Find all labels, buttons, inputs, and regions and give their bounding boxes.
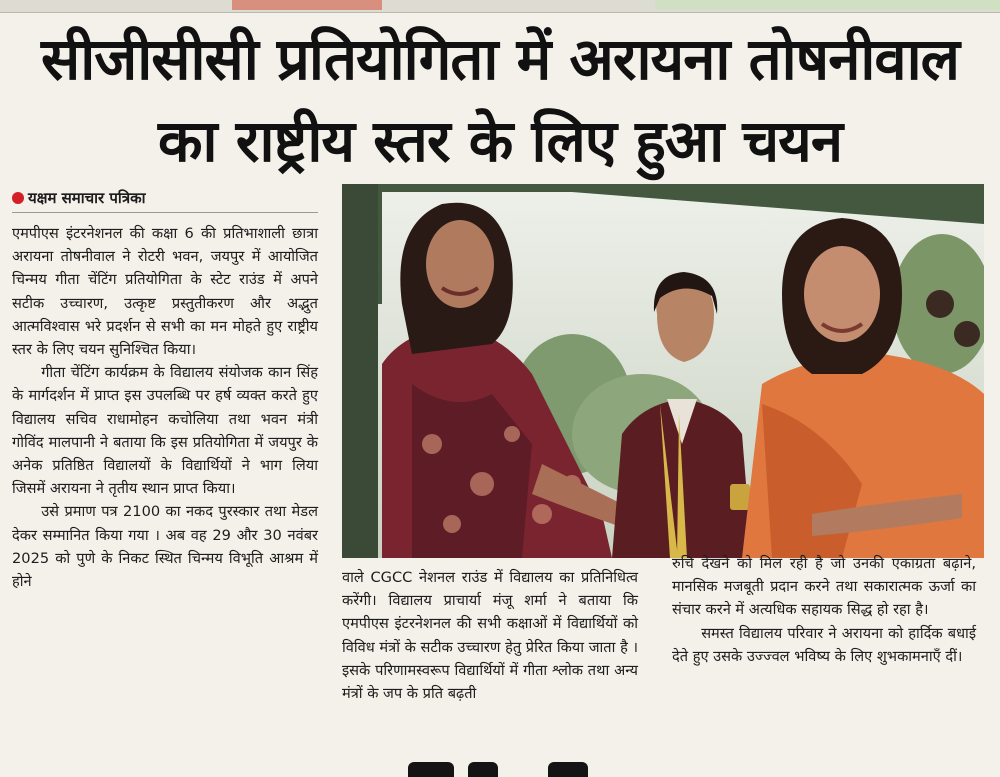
headline-line-2: का राष्ट्रीय स्तर के लिए हुआ चयन <box>157 107 843 175</box>
clipped-box-fragment <box>655 0 1000 10</box>
paragraph: उसे प्रमाण पत्र 2100 का नकद पुरस्कार तथा मेडल देकर सम्मानित किया गया । अब वह 29 और 30 नवंबर 2025 को पुणे के निकट स्थित चिन्मय विभूति आश्रम में होने <box>12 503 318 591</box>
paragraph: गीता चेंटिंग कार्यक्रम के विद्यालय संयोजक कान सिंह के मार्गदर्शन में प्राप्त इस उपलब्धि पर हर्ष व्यक्त करते हुए विद्यालय सचिव राधामोहन कचोलिया तथा भवन मंत्री गोविंद मालपानी ने बताया कि इस प्रतियोगिता में जयपुर के अनेक प्रतिष्ठित विद्यालयों के विद्यार्थियों ने भाग लिया जिसमें अरायना ने तृतीय स्थान प्राप्त किया। <box>12 364 318 498</box>
byline-source: यक्षम समाचार पत्रिका <box>28 189 146 207</box>
paragraph: रुचि देखने को मिल रही है जो उनकी एकाग्रता बढ़ाने, मानसिक मजबूती प्रदान करने तथा सकारात्मक ऊर्जा का संचार करने में अत्यधिक सहायक सिद्ध हो रहा है। <box>672 555 976 619</box>
article-column-3 <box>672 552 976 668</box>
paragraph: समस्त विद्यालय परिवार ने अरायना को हार्दिक बधाई देते हुए उसके उज्ज्वल भविष्य के लिए शुभकामनाएँ दीं। <box>672 624 976 665</box>
paragraph: एमपीएस इंटरनेशनल की कक्षा 6 की प्रतिभाशाली छात्रा अरायना तोषनीवाल ने रोटरी भवन, जयपुर में आयोजित चिन्मय गीता चेंटिंग प्रतियोगिता के स्टेट राउंड में अपने सटीक उच्चारण, उत्कृष्ट प्रस्तुतीकरण और अद्भुत आत्मविश्वास भरे प्रदर्शन से सभी का मन मोहते हुए राष्ट्रीय स्तर के लिए चयन सुनिश्चित किया। <box>12 225 318 359</box>
red-dot-icon <box>12 192 24 204</box>
news-photo <box>342 184 984 558</box>
next-headline-fragment <box>398 760 598 777</box>
top-clipped-strip <box>0 0 1000 13</box>
photo-illustration <box>342 184 984 558</box>
paragraph: वाले CGCC नेशनल राउंड में विद्यालय का प्रतिनिधित्व करेंगी। विद्यालय प्राचार्या मंजू शर्मा ने बताया कि एमपीएस इंटरनेशनल की सभी कक्षाओं में विद्यार्थियों को विविध मंत्रों के सटीक उच्चारण हेतु प्रेरित किया जाता है । इसके परिणामस्वरूप विद्यार्थियों में गीता श्लोक तथा अन्य मंत्रों के जप के प्रति बढ़ती <box>342 569 638 703</box>
headline-line-1: सीजीसीसी प्रतियोगिता में अरायना तोषनीवाल <box>40 25 960 93</box>
article-column-1 <box>12 222 318 593</box>
article-column-2 <box>342 566 638 705</box>
byline <box>12 186 318 213</box>
clipped-photo-fragment <box>232 0 382 10</box>
